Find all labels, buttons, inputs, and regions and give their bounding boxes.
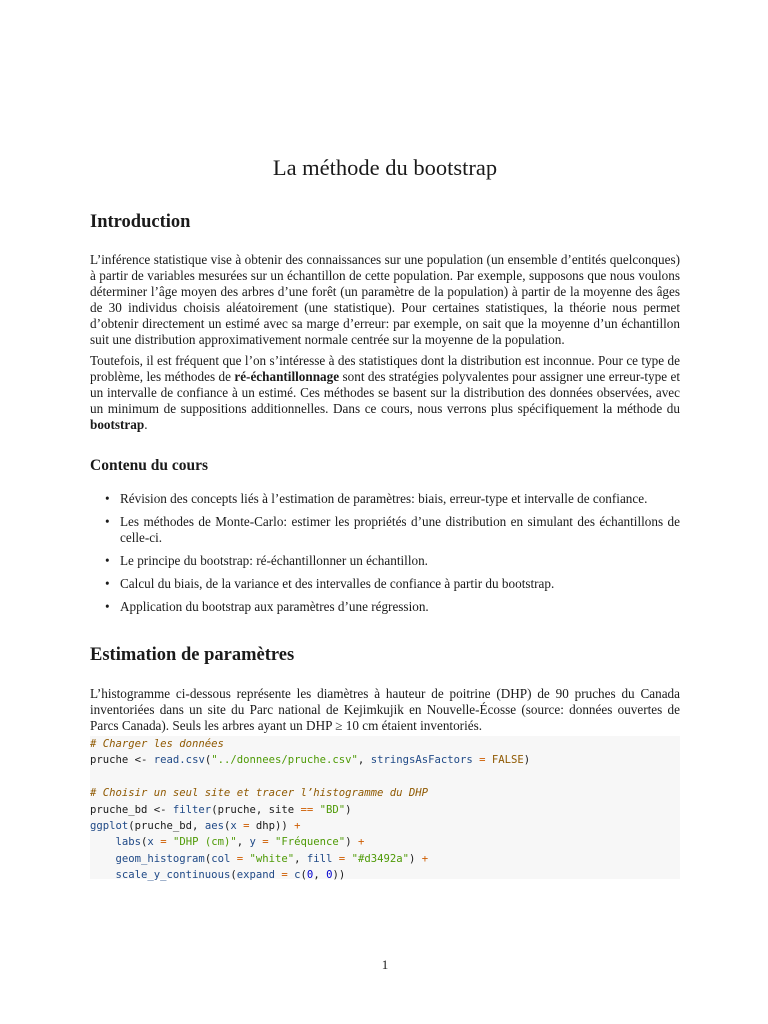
code-token: )	[523, 754, 531, 767]
code-function: c	[294, 869, 301, 882]
code-function: labs	[115, 836, 142, 849]
code-token: )	[408, 852, 422, 865]
code-line-1	[90, 752, 680, 768]
code-argument: fill	[306, 852, 333, 865]
code-function: geom_histogram	[115, 852, 205, 865]
code-token: (	[223, 820, 231, 833]
code-token: pruche	[90, 754, 129, 767]
code-token: ,	[294, 852, 307, 865]
code-argument: x	[230, 820, 237, 833]
code-operator: =	[275, 869, 295, 882]
code-token: (	[141, 836, 148, 849]
code-token: (	[204, 754, 212, 767]
code-string: "white"	[249, 852, 295, 865]
code-operator: =	[236, 820, 256, 833]
code-string: "../donnees/pruche.csv"	[211, 754, 358, 767]
code-line-comment-2	[90, 785, 680, 801]
code-argument: expand	[236, 869, 275, 882]
code-operator: =	[153, 836, 173, 849]
code-comment: # Charger les données	[90, 738, 224, 750]
code-number: 0	[326, 869, 333, 882]
code-token: ,	[236, 836, 250, 849]
section-heading-contenu: Contenu du cours	[90, 457, 208, 474]
list-item	[90, 576, 680, 592]
code-function: aes	[204, 820, 224, 833]
code-line-comment-1	[90, 736, 680, 752]
section-heading-estimation: Estimation de paramètres	[90, 645, 295, 665]
code-line-blank	[90, 769, 680, 785]
code-indent	[90, 869, 116, 881]
code-operator: =	[332, 852, 352, 865]
code-token: (	[230, 869, 237, 882]
code-line-2	[90, 802, 680, 818]
list-item-text: Calcul du biais, de la variance et des intervalles de confiance à partir du bootstrap.	[120, 576, 555, 591]
bullet-icon: •	[105, 599, 110, 614]
list-item	[90, 599, 680, 615]
code-argument: x	[147, 836, 154, 849]
list-item	[90, 491, 680, 507]
code-token: <-	[147, 803, 173, 816]
page-number: 1	[381, 957, 389, 972]
code-operator: =	[230, 852, 250, 865]
list-item-text: Les méthodes de Monte-Carlo: estimer les propriétés d’une distribution en simulant des échantillons de celle-ci.	[120, 514, 680, 545]
code-block	[90, 736, 680, 882]
bullet-icon: •	[105, 491, 110, 506]
code-indent	[90, 853, 116, 865]
code-token: dhp))	[255, 820, 295, 833]
section-heading-introduction: Introduction	[90, 212, 191, 232]
code-comment: # Choisir un seul site et tracer l’histogramme du DHP	[90, 787, 429, 800]
code-token: (pruche_bd,	[128, 820, 205, 833]
introduction-paragraph-2	[90, 353, 680, 433]
page-title: La méthode du bootstrap	[272, 155, 498, 181]
bullet-icon: •	[105, 576, 110, 591]
code-line-6	[90, 867, 680, 883]
bullet-icon: •	[105, 514, 110, 529]
bold-term-bootstrap: bootstrap	[90, 417, 145, 432]
list-item	[90, 553, 680, 569]
code-number: 0	[306, 869, 314, 882]
code-token: (	[300, 869, 307, 882]
code-operator: =	[472, 754, 492, 767]
code-string: "#d3492a"	[351, 852, 409, 865]
code-argument: col	[211, 852, 231, 865]
code-line-5	[90, 851, 680, 867]
list-item	[90, 514, 680, 546]
list-item-text: Application du bootstrap aux paramètres d’une régression.	[120, 599, 429, 614]
code-token: )	[345, 803, 352, 816]
code-operator: +	[357, 836, 365, 849]
introduction-paragraph-1: L’inférence statistique vise à obtenir des connaissances sur une population (un ensemble d’entités quelconques) à partir de variables mesurées sur un échantillon de cette population. Par exemple, supposons que nous voulons déterminer l’âge moyen des arbres d’une forêt (un paramètre de la population) à partir de la moyenne des âges de 30 individus choisis aléatoirement (une statistique). Pour certaines statistiques, la théorie nous permet d’obtenir directement un estimé avec sa marge d’erreur: par exemple, on sait que la moyenne d’un échantillon suit une distribution approximativement normale centrée sur la moyenne de la population.	[90, 252, 680, 347]
code-token: <-	[128, 754, 154, 767]
code-operator: ==	[300, 803, 314, 816]
code-token: pruche_bd	[90, 803, 148, 816]
code-function: filter	[172, 803, 212, 816]
code-token: (pruche, site	[211, 803, 301, 816]
code-function: read.csv	[153, 754, 205, 767]
code-string: "Fréquence"	[275, 836, 346, 849]
bullet-icon: •	[105, 553, 110, 568]
code-operator: +	[421, 852, 429, 865]
course-content-list	[90, 491, 680, 622]
code-string: "BD"	[319, 803, 346, 816]
list-item-text: Révision des concepts liés à l’estimation de paramètres: biais, erreur-type et intervalle de confiance.	[120, 491, 648, 506]
code-line-3	[90, 818, 680, 834]
paragraph-text: Toutefois, il est fréquent que l’on s’intéresse à des statistiques dont la distribution est inconnue. Pour ce type de problème, les méthodes de	[90, 353, 680, 384]
code-token: ,	[357, 754, 371, 767]
code-function: ggplot	[90, 820, 129, 833]
bold-term-reechantillonnage: ré-échantillonnage	[234, 369, 340, 384]
code-string: "DHP (cm)"	[172, 836, 237, 849]
code-function: scale_y_continuous	[115, 869, 231, 882]
code-operator: +	[294, 820, 301, 833]
list-item-text: Le principe du bootstrap: ré-échantillonner un échantillon.	[120, 553, 428, 568]
code-token: (	[204, 852, 212, 865]
paragraph-text: .	[144, 417, 148, 432]
code-token: ,	[313, 869, 327, 882]
paragraph-text: sont des stratégies polyvalentes pour assigner une erreur-type et un intervalle de confiance à un estimé. Ces méthodes se basent sur la distribution des données observées, avec un minimum de suppositions additionnelles. Dans ce cours, nous verrons plus spécifiquement la méthode du	[90, 369, 680, 416]
code-indent	[90, 836, 116, 848]
code-argument: stringsAsFactors	[370, 754, 473, 767]
estimation-paragraph-1: L’histogramme ci-dessous représente les diamètres à hauteur de poitrine (DHP) de 90 pruches du Canada inventoriées dans un site du Parc national de Kejimkujik en Nouvelle-Écosse (source: données ouvertes de Parcs Canada). Seuls les arbres ayant un DHP ≥ 10 cm étaient inventoriés.	[90, 686, 680, 733]
code-constant: FALSE	[491, 754, 524, 767]
code-argument: y	[249, 836, 256, 849]
code-token: ))	[332, 869, 346, 882]
code-line-4	[90, 834, 680, 850]
code-token: )	[345, 836, 358, 849]
code-operator: =	[255, 836, 276, 849]
